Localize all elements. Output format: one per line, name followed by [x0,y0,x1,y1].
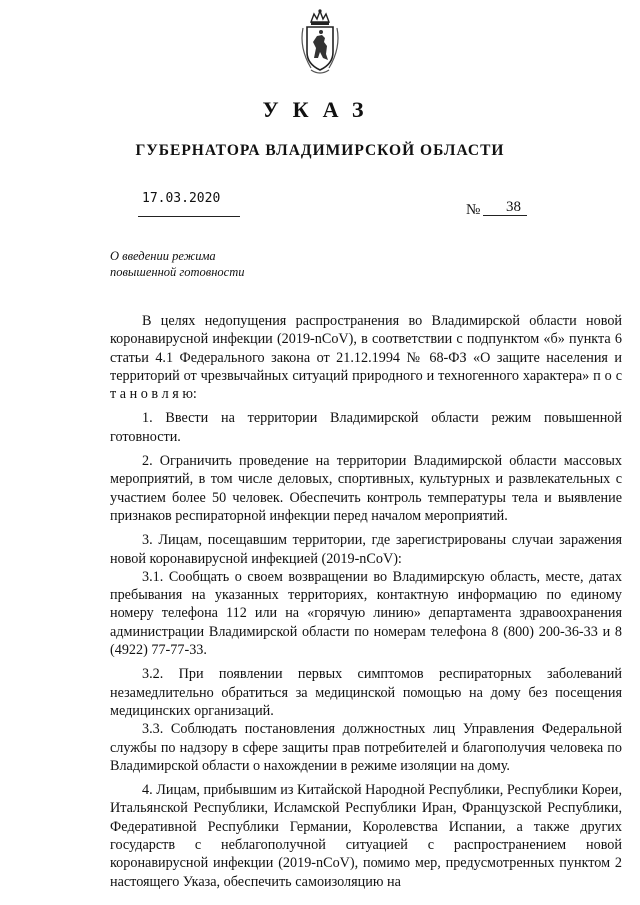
paragraph-item-3-3: 3.3. Соблюдать постановления должностных лиц Управления Федеральной службы по надзору в сфере защиты прав потребителей и благополучия человека по Владимирской области о нахождении в режиме изоляции на дому. [110,721,622,774]
document-title: УКАЗ [262,97,378,122]
paragraph-item-1: 1. Ввести на территории Владимирской области режим повышенной готовности. [110,410,622,445]
coat-of-arms-icon [297,8,343,78]
paragraph-item-3: 3. Лицам, посещавшим территории, где зарегистрированы случаи заражения новой коронавирусной инфекцией (2019-nCoV): [110,532,622,567]
document-number: 38 [506,199,521,215]
paragraph-item-2: 2. Ограничить проведение на территории Владимирской области массовых мероприятий, в том числе деловых, спортивных, культурных и развлекательных с участием более 50 человек. Обеспечить контроль температуры тела и выявление признаков респираторной инфекции перед началом мероприятий. [110,453,622,524]
subject-line: О введении режима [110,249,216,263]
number-label: № [466,202,481,218]
document-date: 17.03.2020 [142,191,221,206]
document-body [110,312,622,897]
paragraph-preamble: В целях недопущения распространения во Владимирской области новой коронавирусной инфекции (2019-nCoV), в соответствии с подпунктом «б» пункта 6 статьи 4.1 Федерального закона от 21.12.1994 № 68-ФЗ «О защите населения и территорий от чрезвычайных ситуаций природного и техногенного характера» п о с т а н о в л я ю: [110,313,622,403]
subject-line: повышенной готовности [110,264,245,279]
document-subject [110,249,310,280]
date-underline [138,216,240,217]
paragraph-item-3-2: 3.2. При появлении первых симптомов респираторных заболеваний незамедлительно обратиться за медицинской помощью на дому без посещения медицинских организаций. [110,666,622,719]
document-subtitle: ГУБЕРНАТОРА ВЛАДИМИРСКОЙ ОБЛАСТИ [135,142,505,159]
paragraph-item-3-1: 3.1. Сообщать о своем возвращении во Владимирскую область, месте, датах пребывания на указанных территориях, контактную информацию по единому номеру телефона 112 или на «горячую линию» департамента здравоохранения администрации Владимирской области по номерам телефона 8 (800) 200-36-33 и 8 (4922) 77-77-33. [110,568,622,659]
paragraph-item-4: 4. Лицам, прибывшим из Китайской Народной Республики, Республики Кореи, Итальянской Республики, Исламской Республики Иран, Французской Республики, Федеративной Республики Германии, Королевства Испании, а также других государств с неблагополучной ситуацией с распространением новой коронавирусной инфекции (2019-nCoV), помимо мер, предусмотренных пунктом 2 настоящего Указа, обеспечить самоизоляцию на [110,782,622,890]
number-underline [483,215,527,216]
